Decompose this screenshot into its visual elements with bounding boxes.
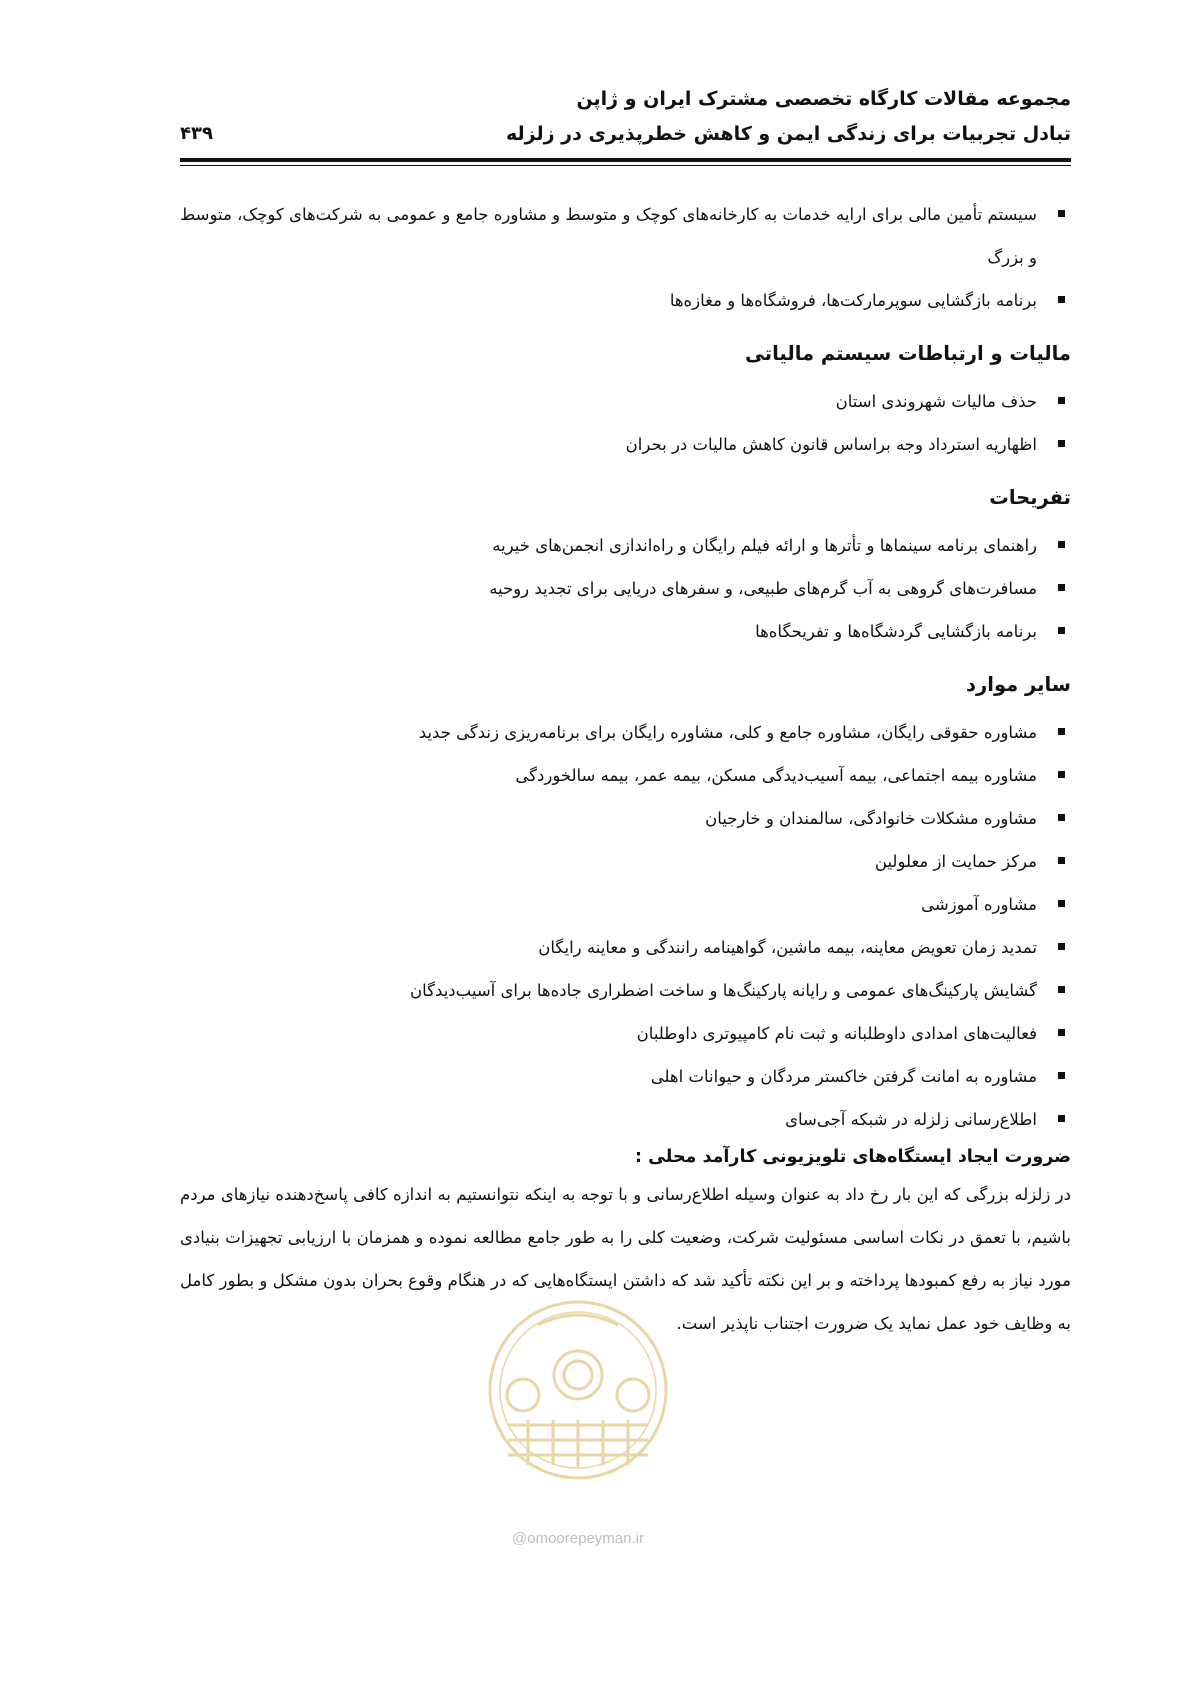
list-item xyxy=(180,1055,1071,1098)
list-item-text: اظهاریه استرداد وجه براساس قانون کاهش مالیات در بحران xyxy=(625,435,1037,454)
list-item-text: فعالیت‌های امدادی داوطلبانه و ثبت نام کامپیوتری داوطلبان xyxy=(636,1024,1037,1043)
square-bullet-icon xyxy=(1058,541,1065,548)
list-item xyxy=(180,423,1071,466)
list-item-text: مرکز حمایت از معلولین xyxy=(874,852,1037,871)
running-header xyxy=(180,80,1071,170)
square-bullet-icon xyxy=(1058,900,1065,907)
section-heading-other: سایر موارد xyxy=(966,673,1071,696)
recreation-list xyxy=(180,524,1071,653)
list-item xyxy=(180,754,1071,797)
main-content xyxy=(180,193,1071,1345)
header-rule-thin xyxy=(180,165,1071,166)
list-item-text: حذف مالیات شهروندی استان xyxy=(835,392,1037,411)
square-bullet-icon xyxy=(1058,943,1065,950)
other-list xyxy=(180,711,1071,1141)
square-bullet-icon xyxy=(1058,728,1065,735)
list-item-text: مشاوره حقوقی رایگان، مشاوره جامع و کلی، مشاوره رایگان برای برنامه‌ریزی زندگی جدید xyxy=(418,723,1037,742)
square-bullet-icon xyxy=(1058,296,1065,303)
square-bullet-icon xyxy=(1058,584,1065,591)
list-item xyxy=(180,1012,1071,1055)
square-bullet-icon xyxy=(1058,771,1065,778)
square-bullet-icon xyxy=(1058,814,1065,821)
watermark-seal-icon xyxy=(478,1295,678,1555)
list-item xyxy=(180,380,1071,423)
list-item xyxy=(180,524,1071,567)
header-rule-thick xyxy=(180,158,1071,162)
square-bullet-icon xyxy=(1058,627,1065,634)
taxes-list xyxy=(180,380,1071,466)
list-item-text: سیستم تأمین مالی برای ارایه خدمات به کارخانه‌های کوچک و متوسط و مشاوره جامع و عمومی به شرکت‌های کوچک، متوسط و بزرگ xyxy=(180,205,1037,267)
list-item-text: مشاوره بیمه اجتماعی، بیمه آسیب‌دیدگی مسکن، بیمه عمر، بیمه سالخوردگی xyxy=(515,766,1037,785)
header-title-line1: مجموعه مقالات کارگاه تخصصی مشترک ایران و ژاپن xyxy=(576,88,1071,110)
list-item-text: مشاوره مشکلات خانوادگی، سالمندان و خارجیان xyxy=(705,809,1037,828)
square-bullet-icon xyxy=(1058,1072,1065,1079)
list-item-text: گشایش پارکینگ‌های عمومی و رایانه پارکینگ‌ها و ساخت اضطراری جاده‌ها برای آسیب‌دیدگان xyxy=(410,981,1037,1000)
list-item xyxy=(180,840,1071,883)
list-item xyxy=(180,711,1071,754)
list-item-text: برنامه بازگشایی گردشگاه‌ها و تفریحگاه‌ها xyxy=(755,622,1037,641)
list-item-text: تمدید زمان تعویض معاینه، بیمه ماشین، گواهینامه رانندگی و معاینه رایگان xyxy=(538,938,1037,957)
list-item xyxy=(180,567,1071,610)
list-item xyxy=(180,193,1071,279)
list-item xyxy=(180,926,1071,969)
list-item xyxy=(180,797,1071,840)
section-heading-taxes: مالیات و ارتباطات سیستم مالیاتی xyxy=(745,342,1071,365)
header-title-line2: تبادل تجربیات برای زندگی ایمن و کاهش خطرپذیری در زلزله xyxy=(506,123,1071,145)
square-bullet-icon xyxy=(1058,397,1065,404)
square-bullet-icon xyxy=(1058,857,1065,864)
square-bullet-icon xyxy=(1058,1029,1065,1036)
list-item xyxy=(180,969,1071,1012)
list-item-text: برنامه بازگشایی سوپرمارکت‌ها، فروشگاه‌ها و مغازه‌ها xyxy=(669,291,1037,310)
intro-list xyxy=(180,193,1071,322)
page-number: ۴۳۹ xyxy=(180,123,213,144)
body-paragraph: در زلزله بزرگی که این بار رخ داد به عنوان وسیله اطلاع‌رسانی و با توجه به اینکه نتوانستیم به اندازه کافی پاسخ‌دهنده نیازهای مردم باشیم، با تعمق در نکات اساسی مسئولیت شرکت، وضعیت کلی را به طور جامع مطالعه نموده و همزمان با ارزیابی تجهیزات بنیادی مورد نیاز به رفع کمبودها پرداخته و بر این نکته تأکید شد که داشتن ایستگاه‌هایی که در هنگام وقوع بحران بدون مشکل و بطور کامل به وظایف خود عمل نماید یک ضرورت اجتناب ناپذیر است. xyxy=(180,1185,1071,1333)
square-bullet-icon xyxy=(1058,440,1065,447)
list-item-text: راهنمای برنامه سینماها و تأترها و ارائه فیلم رایگان و راه‌اندازی انجمن‌های خیریه xyxy=(492,536,1037,555)
list-item-text: مشاوره به امانت گرفتن خاکستر مردگان و حیوانات اهلی xyxy=(650,1067,1037,1086)
list-item-text: مسافرت‌های گروهی به آب گرم‌های طبیعی، و سفرهای دریایی برای تجدید روحیه xyxy=(489,579,1037,598)
square-bullet-icon xyxy=(1058,986,1065,993)
section-heading-recreation: تفریحات xyxy=(989,486,1071,509)
section-heading-tv-stations: ضرورت ایجاد ایستگاه‌های تلویزیونی کارآمد محلی : xyxy=(635,1147,1071,1167)
list-item xyxy=(180,883,1071,926)
list-item-text: اطلاع‌رسانی زلزله در شبکه آجی‌سای xyxy=(785,1110,1037,1129)
watermark-text: @omoorepeyman.ir xyxy=(512,1530,644,1547)
list-item xyxy=(180,610,1071,653)
list-item xyxy=(180,279,1071,322)
square-bullet-icon xyxy=(1058,1115,1065,1122)
list-item xyxy=(180,1098,1071,1141)
list-item-text: مشاوره آموزشی xyxy=(921,895,1037,914)
square-bullet-icon xyxy=(1058,210,1065,217)
